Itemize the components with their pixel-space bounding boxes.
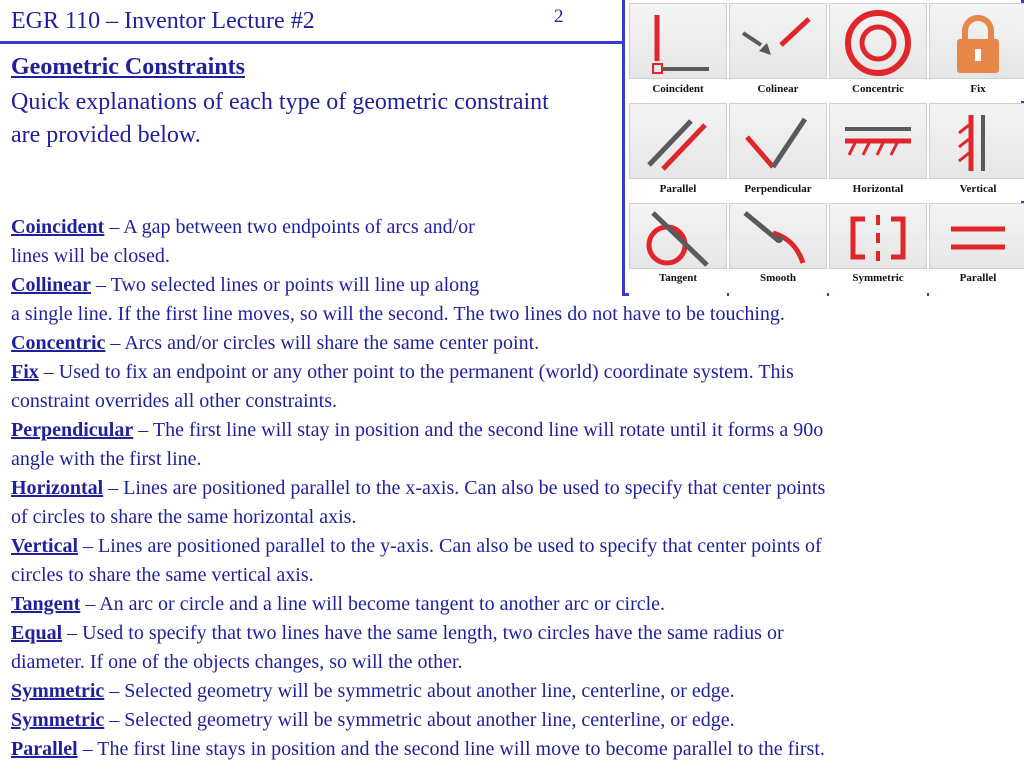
label-horizontal: Horizontal [852,183,904,195]
equal-icon [929,203,1024,269]
coincident-icon [629,3,727,79]
term-fix: Fix [11,361,39,383]
label-parallel: Parallel [659,183,697,195]
tile-smooth [729,203,827,301]
def-coincident-cont: lines will be closed. [11,245,170,267]
desc: – Used to fix an endpoint or any other point to the permanent (world) coordinate system. This [38,361,794,383]
tile-coincident [629,3,727,101]
tile-equal [929,203,1024,301]
desc: – Two selected lines or points will line up along [91,274,480,296]
tile-symmetric [829,203,927,301]
term-perpendicular: Perpendicular [11,419,134,441]
tile-concentric [829,3,927,101]
desc: – Lines are positioned parallel to the y-axis. Can also be used to specify that center points of [78,535,822,557]
label-coincident: Coincident [652,83,704,95]
term-concentric: Concentric [11,332,106,354]
tile-horizontal [829,103,927,201]
term-equal: Equal [11,622,63,644]
page-number: 2 [554,6,564,27]
def-symmetric [11,706,1019,735]
label-symmetric: Symmetric [852,272,904,284]
header-title: EGR 110 – Inventor Lecture #2 [11,8,315,34]
def-horizontal-cont: of circles to share the same horizontal axis. [11,506,357,528]
tile-tangent [629,203,727,301]
desc: – An arc or circle and a line will become tangent to another arc or circle. [80,593,666,615]
label-parallel-equal: Parallel [959,272,997,284]
desc: – Lines are positioned parallel to the x-axis. Can also be used to specify that center points [103,477,826,499]
tile-perpendicular [729,103,827,201]
constraint-panel [622,0,1024,296]
def-perpendicular-cont: angle with the first line. [11,448,202,470]
desc: – The first line will stay in position and the second line will rotate until it forms a 90o [133,419,824,441]
def-equal [11,619,1019,648]
term-collinear: Collinear [11,274,91,296]
def-fix-cont: constraint overrides all other constraints. [11,390,338,412]
constraint-grid [629,3,1024,301]
horizontal-icon [829,103,927,179]
term-symmetric: Symmetric [11,680,105,702]
desc: – A gap between two endpoints of arcs and/or [104,216,475,238]
term-horizontal: Horizontal [11,477,104,499]
label-colinear: Colinear [757,83,799,95]
def-vertical [11,532,1019,561]
term-coincident: Coincident [11,216,105,238]
def-horizontal [11,474,1019,503]
header-rule [0,41,624,44]
tile-fix [929,3,1024,101]
desc: – Used to specify that two lines have the same length, two circles have the same radius or [62,622,784,644]
concentric-icon [829,3,927,79]
term-symmetric: Symmetric [11,709,105,731]
label-vertical: Vertical [959,183,997,195]
desc: – Selected geometry will be symmetric about another line, centerline, or edge. [104,680,735,702]
tile-colinear [729,3,827,101]
label-perpendicular: Perpendicular [744,183,812,195]
tile-parallel [629,103,727,201]
tile-vertical [929,103,1024,201]
desc: – Selected geometry will be symmetric about another line, centerline, or edge. [104,709,735,731]
def-fix [11,358,1019,387]
def-equal-cont: diameter. If one of the objects changes, so will the other. [11,651,463,673]
symmetric-icon [829,203,927,269]
term-parallel: Parallel [11,738,78,760]
def-tangent [11,590,1019,619]
def-perpendicular [11,416,1019,445]
section-title: Geometric Constraints [11,54,245,80]
smooth-icon [729,203,827,269]
def-collinear-cont: a single line. If the first line moves, so will the second. The two lines do not have to be touching. [11,303,785,325]
intro-text: Quick explanations of each type of geometric constraint are provided below. [11,89,549,148]
colinear-icon [729,3,827,79]
label-smooth: Smooth [759,272,797,284]
label-concentric: Concentric [852,83,904,95]
desc: – Arcs and/or circles will share the same center point. [105,332,540,354]
tangent-icon [629,203,727,269]
lock-icon [929,3,1024,79]
desc: – The first line stays in position and the second line will move to become parallel to the first. [77,738,825,760]
label-tangent: Tangent [658,272,698,284]
def-parallel [11,735,1019,764]
term-tangent: Tangent [11,593,81,615]
parallel-icon [629,103,727,179]
def-symmetric [11,677,1019,706]
def-vertical-cont: circles to share the same vertical axis. [11,564,314,586]
label-fix: Fix [970,83,986,95]
perpendicular-icon [729,103,827,179]
def-concentric [11,329,1019,358]
vertical-icon [929,103,1024,179]
term-vertical: Vertical [11,535,79,557]
